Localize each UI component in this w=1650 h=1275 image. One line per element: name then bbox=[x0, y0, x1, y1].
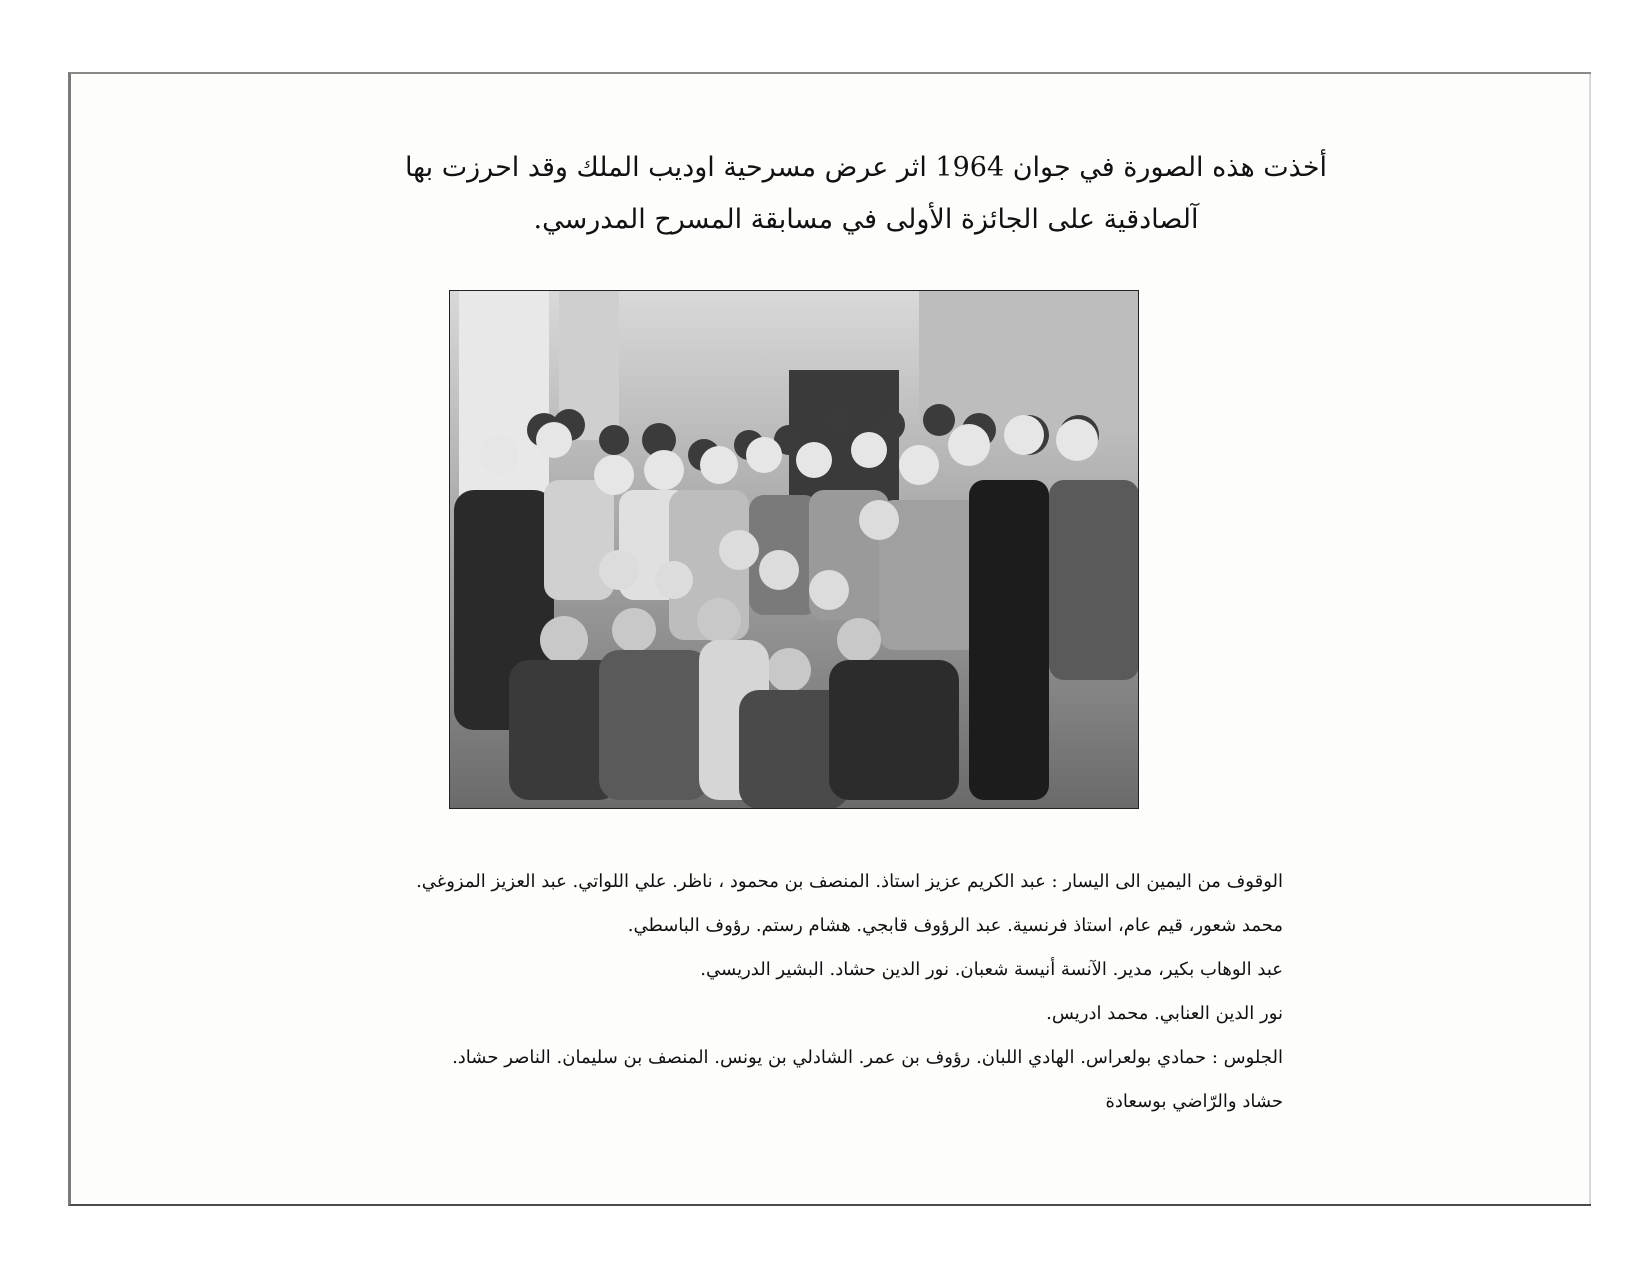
heading-line-2: آلصادقية على الجائزة الأولى في مسابقة المسرح المدرسي. bbox=[533, 204, 1199, 235]
window-left bbox=[459, 290, 549, 520]
caption-line: الوقوف من اليمين الى اليسار : عبد الكريم عزيز استاذ. المنصف بن محمود ، ناظر. علي اللواتي. عبد العزيز المزوغي. bbox=[416, 871, 1283, 892]
group-photo-illustration bbox=[449, 290, 1139, 809]
caption-line: نور الدين العنابي. محمد ادريس. bbox=[1046, 1003, 1283, 1024]
page-heading bbox=[401, 142, 1331, 246]
back-wall-right bbox=[919, 290, 1139, 430]
document-page bbox=[68, 72, 1591, 1206]
group-photo bbox=[449, 290, 1139, 809]
caption-line: الجلوس : حمادي بولعراس. الهادي اللبان. رؤوف بن عمر. الشادلي بن يونس. المنصف بن سليمان. الناصر حشاد. bbox=[452, 1047, 1283, 1068]
caption-line: عبد الوهاب بكير، مدير. الآنسة أنيسة شعبان. نور الدين حشاد. البشير الدريسي. bbox=[700, 959, 1283, 980]
caption-line: محمد شعور، قيم عام، استاذ فرنسية. عبد الرؤوف قابجي. هشام رستم. رؤوف الباسطي. bbox=[627, 915, 1283, 936]
seated-bodies bbox=[509, 640, 959, 809]
heading-line-1: أخذت هذه الصورة في جوان 1964 اثر عرض مسرحية اوديب الملك وقد احرزت بها bbox=[404, 152, 1328, 183]
caption-list bbox=[363, 860, 1283, 1124]
caption-line: حشاد والرّاضي بوسعادة bbox=[1105, 1091, 1283, 1112]
